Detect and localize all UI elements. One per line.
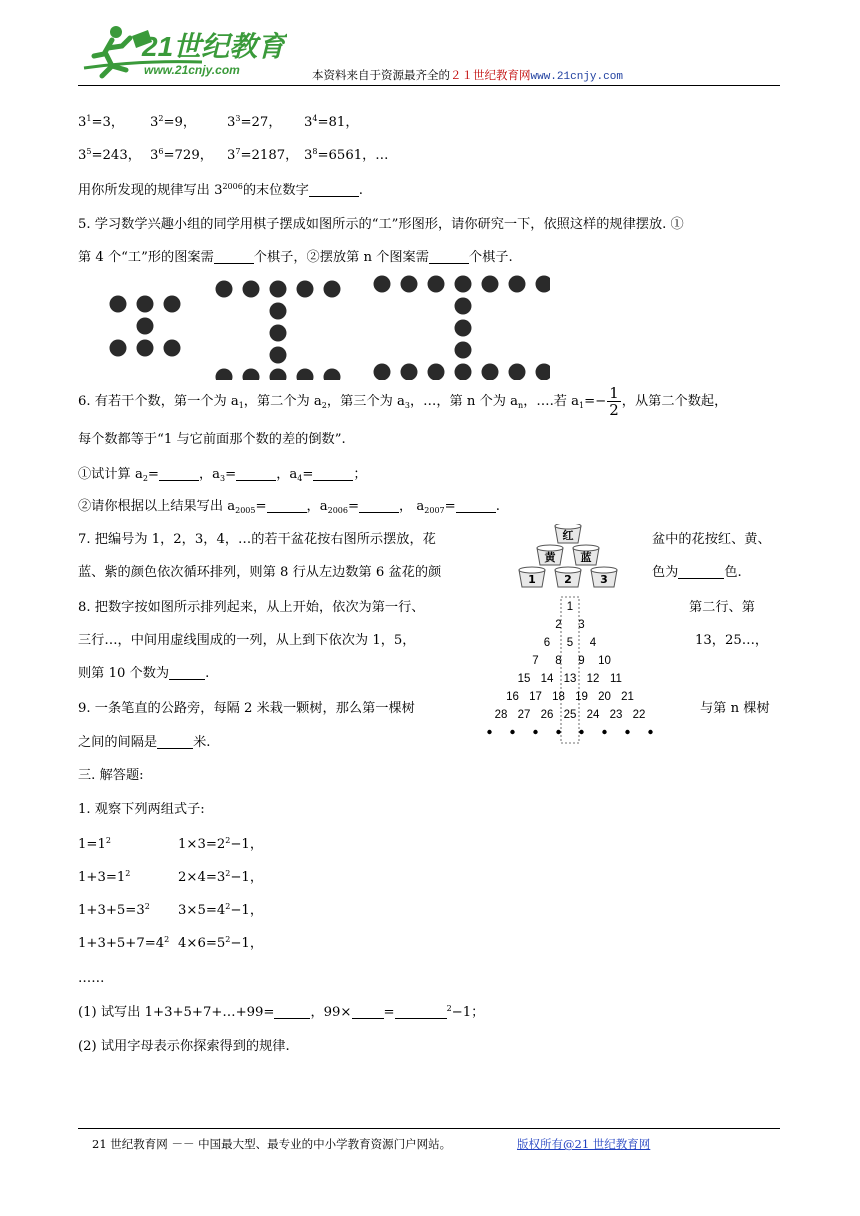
q6-line3: ①试计算 $a_2=$ ，$a_3=$ ，$a_4=$ ； (78, 467, 367, 483)
q6-blank-a3 (236, 466, 276, 481)
q1-ellipsis: …… (78, 971, 105, 986)
header-site-name: ２１世纪教育网 (450, 68, 531, 82)
triangle-number: 2 (555, 619, 562, 631)
chess-piece (324, 281, 341, 298)
q6-line2: 每个数都等于“1 与它前面那个数的差的倒数”. (78, 432, 346, 447)
q1-blank-factor (352, 1004, 384, 1019)
q1-title: 1. 观察下列两组式子: (78, 802, 205, 817)
q7-left2: 蓝、紫的颜色依次循环排列，则第 8 行从左边数第 6 盆花的颜 (78, 565, 442, 580)
continuation-dot (487, 730, 491, 734)
identity-right: $1\times 3=2^2-1$， (178, 836, 264, 852)
chess-piece (455, 364, 472, 381)
flower-pot-label: 黄 (544, 551, 556, 564)
triangle-number: 6 (543, 637, 551, 649)
q5-blank-1 (214, 249, 254, 264)
q8-left2: 三行…，中间用虚线围成的一列，从上到下依次为 1，5， (78, 633, 416, 648)
chess-piece (137, 340, 154, 357)
identity-right: $3\times 5=4^2-1$， (178, 902, 264, 918)
triangle-number: 16 (506, 691, 519, 703)
identity-right: $4\times 6=5^2-1$， (178, 935, 264, 951)
chess-piece (324, 369, 341, 381)
flower-pot (573, 545, 599, 565)
power-term: $3^8=6561$，… (304, 147, 389, 163)
chess-piece (243, 281, 260, 298)
triangle-number: 12 (586, 673, 600, 685)
triangle-number: 22 (632, 709, 646, 721)
chess-piece (455, 276, 472, 293)
identity-row (78, 835, 263, 855)
chess-piece (270, 303, 287, 320)
flower-pot (591, 567, 617, 587)
triangle-number: 14 (540, 673, 554, 685)
identity-row (78, 934, 263, 954)
q6-line1: 6. 有若干个数，第一个为 $a_1$，第二个为 $a_2$，第三个为 $a_3$，…，第 n 个为 $a_n$，….若 $a_1=-$ $\frac{1}{2}$ ，从第二个数起， (78, 384, 728, 419)
chess-piece (455, 320, 472, 337)
q4-row1 (78, 113, 384, 133)
logo-url-text: www.21cnjy.com (144, 63, 240, 77)
q1-part2: (2) 试用字母表示你探索得到的规律. (78, 1039, 290, 1054)
q7-right1: 盆中的花按红、黄、 (652, 532, 771, 547)
chess-piece (216, 281, 233, 298)
q5-line2: 第 4 个“工”形的图案需 个棋子，②摆放第 n 个图案需 个棋子. (78, 250, 513, 265)
triangle-number: 4 (589, 637, 597, 649)
triangle-number: 7 (532, 655, 539, 667)
flower-pot-label: 2 (564, 573, 572, 586)
flower-pot (537, 545, 563, 565)
q5-blank-2 (429, 249, 469, 264)
q1-blank-base (395, 1004, 447, 1019)
continuation-dot (579, 730, 583, 734)
flower-pot (519, 567, 545, 587)
header-url: www.21cnjy.com (530, 71, 623, 83)
number-triangle-figure (470, 594, 690, 746)
triangle-number: 25 (563, 709, 577, 721)
power-term: $3^7=2187$， (227, 147, 299, 163)
identity-left: $1+3+5+7=4^2$ (78, 935, 170, 951)
q4-answer-blank (309, 182, 359, 197)
chess-piece (270, 281, 287, 298)
chess-piece (137, 318, 154, 335)
q4-row2 (78, 146, 404, 166)
chess-piece (164, 296, 181, 313)
q6-blank-a2 (159, 466, 199, 481)
q9-right1: 与第 n 棵树 (700, 701, 770, 716)
chess-piece (297, 369, 314, 381)
identity-row (78, 868, 263, 888)
chess-piece (401, 276, 418, 293)
triangle-number: 24 (586, 709, 600, 721)
continuation-dot (556, 730, 560, 734)
q6-blank-a2005 (267, 498, 307, 513)
q9-left1: 9. 一条笔直的公路旁，每隔 2 米栽一颗树，那么第一棵树 (78, 701, 415, 716)
continuation-dot (602, 730, 606, 734)
continuation-dot (510, 730, 514, 734)
chess-piece (455, 298, 472, 315)
triangle-number: 26 (540, 709, 554, 721)
chess-piece (509, 276, 526, 293)
chess-piece (270, 369, 287, 381)
triangle-number: 27 (517, 709, 531, 721)
power-term: $3^1=3$， (78, 114, 125, 130)
triangle-number: 1 (566, 601, 574, 613)
identity-right: $2\times 4=3^2-1$， (178, 869, 264, 885)
q7-answer-blank (678, 564, 724, 579)
triangle-number: 3 (578, 619, 585, 631)
footer-copyright-link[interactable]: 版权所有@21 世纪教育网 (517, 1137, 651, 1151)
fraction-one-half: $\frac{1}{2}$ (609, 384, 619, 419)
chess-piece (374, 364, 391, 381)
flower-pot-label: 1 (528, 573, 536, 586)
header-rule (78, 85, 780, 86)
chess-piece (110, 296, 127, 313)
triangle-number: 5 (566, 637, 574, 649)
continuation-dot (533, 730, 537, 734)
chess-piece (536, 276, 551, 293)
chess-piece (482, 276, 499, 293)
chess-piece (374, 276, 391, 293)
chess-piece (110, 340, 127, 357)
site-logo (82, 20, 287, 84)
identity-left: $1+3+5=3^2$ (78, 902, 150, 918)
triangle-number: 15 (517, 673, 531, 685)
chess-piece (455, 342, 472, 359)
flower-pot-figure (518, 524, 618, 588)
header-prefix: 本资料来自于资源最齐全的 (312, 68, 450, 82)
chess-piece (270, 325, 287, 342)
chess-piece (428, 276, 445, 293)
chess-piece (297, 281, 314, 298)
triangle-number: 21 (621, 691, 634, 703)
q1-part1: (1) 试写出 1+3+5+7+…+99= ，99× = $^2$−1； (78, 1004, 485, 1020)
chess-piece (270, 347, 287, 364)
chess-piece (428, 364, 445, 381)
continuation-dot (625, 730, 629, 734)
chess-piece (243, 369, 260, 381)
power-term: $3^3=27$， (227, 114, 282, 130)
triangle-number: 20 (598, 691, 611, 703)
footer-text: 21 世纪教育网 －－ 中国最大型、最专业的中小学教育资源门户网站。 (92, 1137, 452, 1151)
q6-blank-a2006 (359, 498, 399, 513)
identity-left: $1+3=1^2$ (78, 869, 131, 885)
chess-piece (509, 364, 526, 381)
power-term: $3^2=9$， (150, 114, 197, 130)
chess-piece (137, 296, 154, 313)
flower-pot-label: 红 (562, 529, 574, 542)
chess-piece (482, 364, 499, 381)
gong-shape-figures (100, 270, 550, 380)
footer-rule (78, 1128, 780, 1129)
q8-right1: 第二行、第 (689, 600, 755, 615)
header-banner (312, 67, 623, 83)
dashed-column-box (561, 597, 579, 743)
flower-pot (555, 524, 581, 543)
chess-piece (216, 369, 233, 381)
identity-row (78, 901, 263, 921)
triangle-number: 18 (552, 691, 565, 703)
chess-piece (164, 340, 181, 357)
q8-answer-blank (169, 665, 205, 680)
flower-pot-label: 蓝 (580, 551, 592, 564)
flower-pot-label: 3 (600, 573, 608, 586)
triangle-number: 19 (575, 691, 588, 703)
chess-piece (536, 364, 551, 381)
q7-right2: 色为 色. (652, 565, 742, 580)
identity-left: $1=1^2$ (78, 836, 111, 852)
q9-left2: 之间的间隔是 米. (78, 735, 211, 750)
triangle-number: 9 (578, 655, 585, 667)
power-term: $3^5=243$， (78, 147, 141, 163)
triangle-number: 10 (598, 655, 611, 667)
q5-line1: 5. 学习数学兴趣小组的同学用棋子摆成如图所示的“工”形图形，请你研究一下，依照这样的规律摆放. ① (78, 217, 684, 232)
continuation-dot (648, 730, 652, 734)
q8-left1: 8. 把数字按如图所示排列起来，从上开始，依次为第一行、 (78, 600, 425, 615)
triangle-number: 28 (494, 709, 508, 721)
triangle-number: 23 (609, 709, 623, 721)
q1-blank-sum (274, 1004, 310, 1019)
q9-answer-blank (157, 734, 193, 749)
q7-left1: 7. 把编号为 1，2，3，4，…的若干盆花按右图所示摆放，花 (78, 532, 436, 547)
q6-blank-a2007 (456, 498, 496, 513)
triangle-number: 17 (529, 691, 542, 703)
q4-prompt: 用你所发现的规律写出 $3^{2006}$的末位数字 . (78, 182, 363, 198)
q6-blank-a4 (313, 466, 353, 481)
q6-line4: ②请你根据以上结果写出 $a_{2005}=$ ，$a_{2006}=$ ， $a_{2007}=$ . (78, 499, 500, 515)
power-term: $3^6=729$， (150, 147, 213, 163)
triangle-number: 13 (563, 673, 577, 685)
logo-main-text: 21世纪教育 (142, 31, 286, 62)
flower-pot (555, 567, 581, 587)
triangle-number: 8 (555, 655, 562, 667)
q8-left3: 则第 10 个数为 . (78, 666, 210, 681)
triangle-number: 11 (610, 673, 622, 685)
chess-piece (401, 364, 418, 381)
power-term: $3^4=81$， (304, 114, 359, 130)
q8-right2: 13，25…， (695, 633, 769, 648)
section-3-heading: 三. 解答题: (78, 768, 144, 783)
